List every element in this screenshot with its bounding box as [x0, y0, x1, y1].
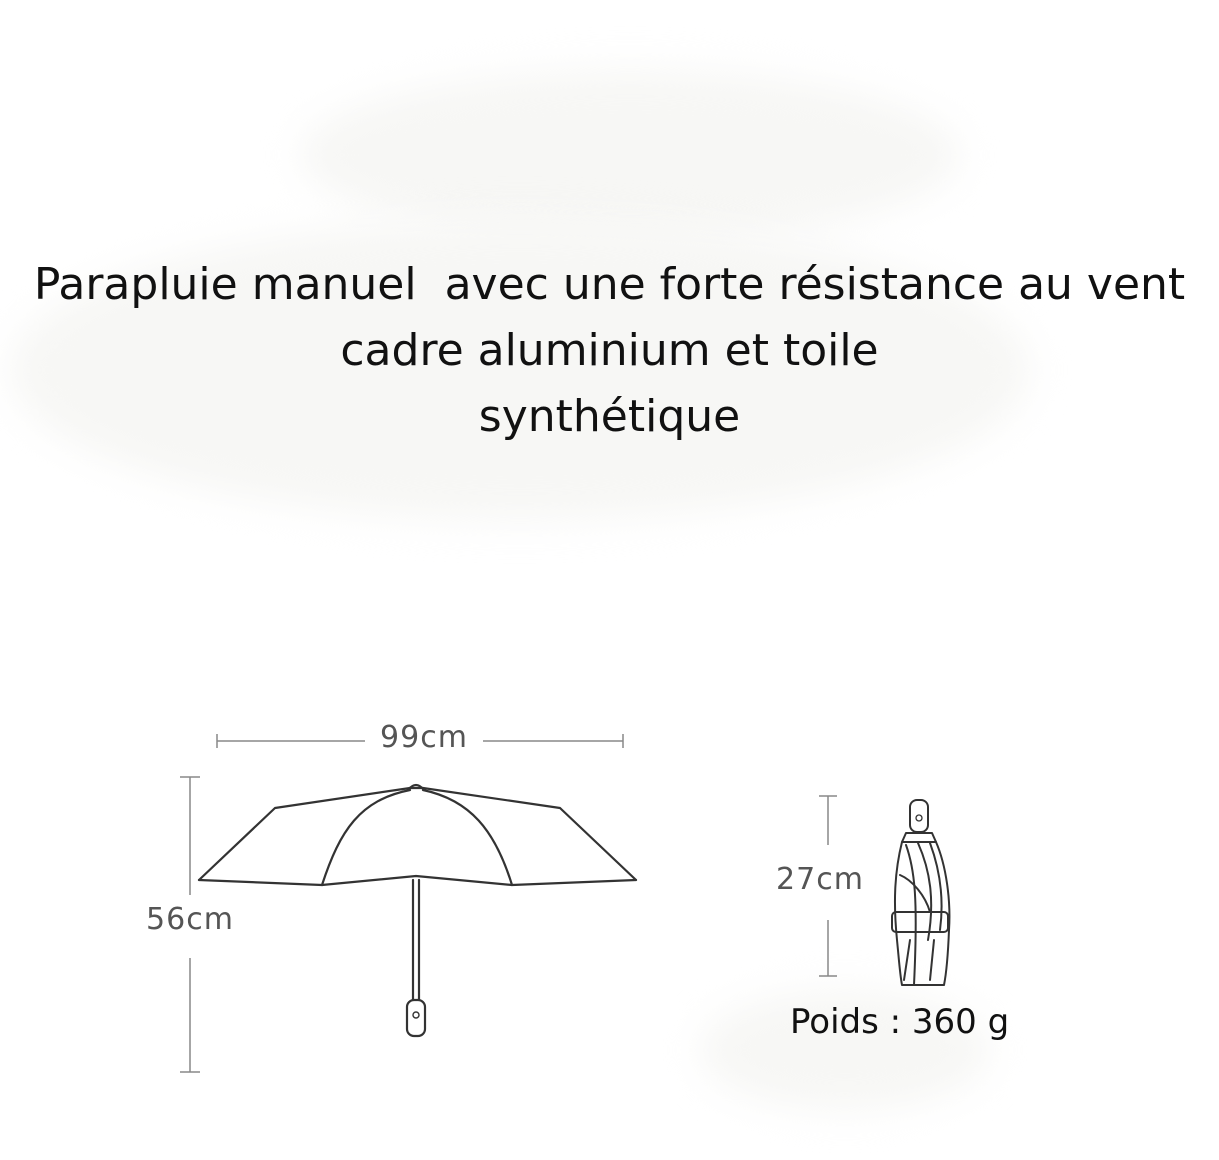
title-line-2: cadre aluminium et toile — [340, 325, 879, 376]
open-umbrella-icon — [199, 785, 636, 1036]
height-label: 56cm — [146, 902, 234, 937]
title-line-1: Parapluie manuel avec une forte résistance au vent — [33, 259, 1186, 310]
title-line-3: synthétique — [478, 391, 741, 442]
folded-umbrella-icon — [892, 800, 949, 985]
width-label: 99cm — [380, 720, 468, 755]
folded-length-label: 27cm — [776, 862, 864, 897]
weight-label: Poids : 360 g — [790, 1002, 1010, 1042]
